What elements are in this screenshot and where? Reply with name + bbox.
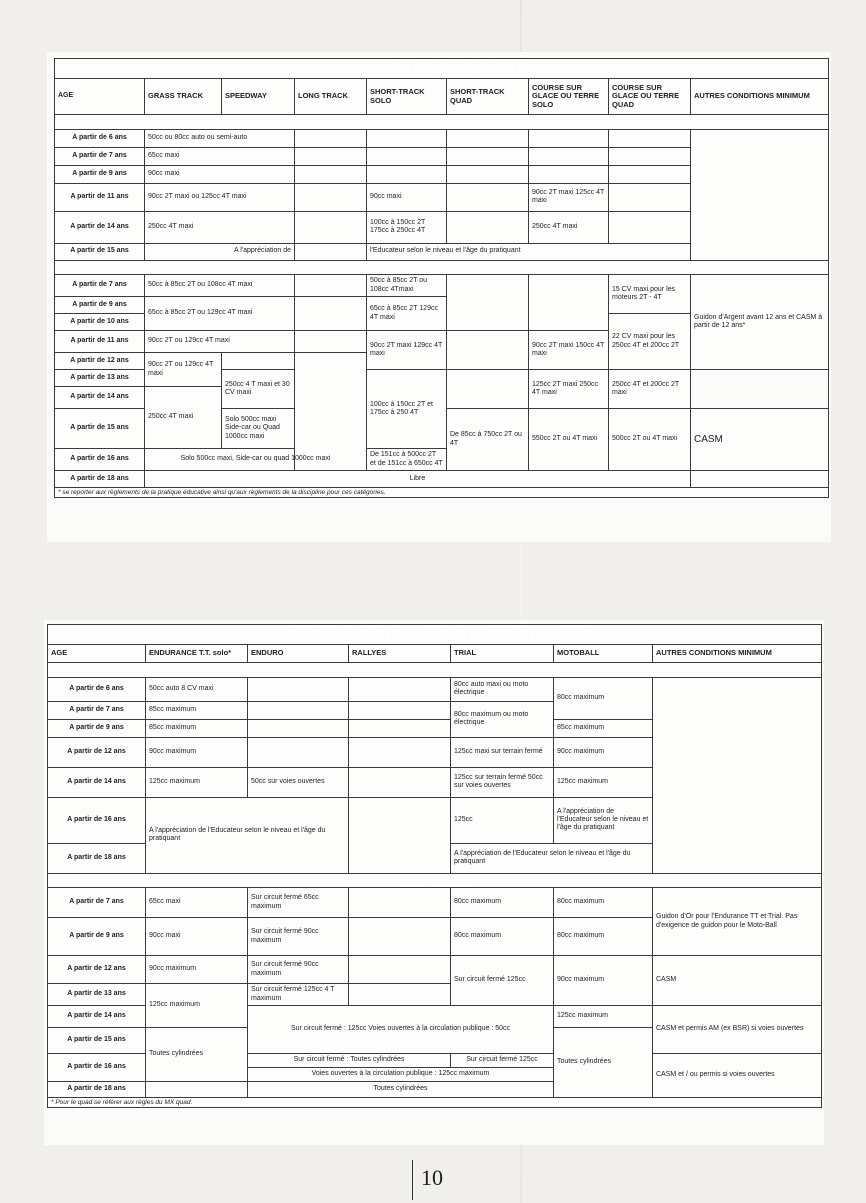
footnote: * Pour le quad se référer aux règles du MX quad. (48, 1098, 822, 1108)
col-glace-solo: COURSE SUR GLACE OU TERRE SOLO (529, 79, 609, 115)
age-label: A partir de 7 ans (55, 275, 145, 297)
shaded-cell (447, 370, 529, 409)
table-cell: Sur circuit fermé : 125cc Voies ouvertes à la circulation publique : 50cc (248, 1006, 554, 1054)
shaded-cell (609, 211, 691, 243)
table-cell: 125cc maxi sur terrain fermé (451, 737, 554, 767)
age-label: A partir de 9 ans (55, 165, 145, 183)
table-cell: 65cc à 85cc 2T 129cc 4T maxi (367, 297, 447, 331)
table-cell: Sur circuit fermé 125cc (451, 1054, 554, 1068)
age-label: A partir de 16 ans (48, 797, 146, 843)
table-cell: 80cc maximum (451, 888, 554, 918)
shaded-cell (447, 211, 529, 243)
col-speedway: SPEEDWAY (222, 79, 295, 115)
shaded-cell (222, 353, 295, 370)
age-label: A partir de 14 ans (48, 767, 146, 797)
age-label: A partir de 18 ans (55, 471, 145, 488)
section-competition: Compétition (48, 873, 822, 888)
age-label: A partir de 16 ans (55, 449, 145, 471)
table-cell: CASM (691, 409, 829, 471)
table-cell: 80cc auto maxi ou moto électrique (451, 677, 554, 701)
table-cell: 80cc maximum (554, 918, 653, 956)
age-label: A partir de 12 ans (48, 956, 146, 984)
table-cell: 90cc 2T maxi ou 125cc 4T maxi (145, 183, 295, 211)
table-cell: Sur circuit fermé 90cc maximum (248, 956, 349, 984)
table-cell: 90cc maximum (554, 737, 653, 767)
table-cell: 50cc à 85cc 2T ou 108cc 4T maxi (145, 275, 295, 297)
table-cell: Toutes cylindrées (146, 1028, 248, 1082)
age-label: A partir de 14 ans (55, 387, 145, 409)
table-cell: Libre (145, 471, 691, 488)
table-cell: 80cc maximum (554, 677, 653, 719)
table-cell: 125cc maximum (146, 984, 248, 1028)
table-2-title: AUTRES DISCIPLINES OU SPECIALITES (48, 625, 822, 645)
table-cell: Toutes cylindrées (248, 1082, 554, 1098)
shaded-cell (367, 147, 447, 165)
table-cell: 90cc 2T maxi 125cc 4T maxi (529, 183, 609, 211)
shaded-cell (653, 677, 822, 873)
table-cell: 250cc 4 T maxi et 30 CV maxi (222, 370, 295, 409)
table-cell: 22 CV maxi pour les 250cc 4T et 200cc 2T (609, 314, 691, 370)
table-cell: 125cc (451, 797, 554, 843)
shaded-cell (349, 797, 451, 873)
table-cell: 90cc maximum (554, 956, 653, 1006)
shaded-cell (529, 129, 609, 147)
age-label: A partir de 14 ans (48, 1006, 146, 1028)
table-cell: 80cc maximum (554, 888, 653, 918)
col-trial: TRIAL (451, 645, 554, 663)
table-cell (691, 471, 829, 488)
table-cell: 125cc maximum (554, 1006, 653, 1028)
col-long-track: LONG TRACK (295, 79, 367, 115)
col-short-track-solo: SHORT-TRACK SOLO (367, 79, 447, 115)
shaded-cell (295, 297, 367, 331)
shaded-cell (248, 719, 349, 737)
age-label: A partir de 14 ans (55, 211, 145, 243)
table-cell: 65cc à 85cc 2T ou 129cc 4T maxi (145, 297, 295, 331)
shaded-cell (609, 183, 691, 211)
col-endurance: ENDURANCE T.T. solo* (146, 645, 248, 663)
table-cell: 125cc maximum (554, 767, 653, 797)
col-enduro: ENDURO (248, 645, 349, 663)
table-cell: A l'appréciation de l'Educateur selon le niveau et l'âge du pratiquant (554, 797, 653, 843)
shaded-cell (295, 331, 367, 353)
shaded-cell (349, 719, 451, 737)
table-cell: A l'appréciation de (145, 243, 295, 260)
age-label: A partir de 6 ans (55, 129, 145, 147)
shaded-cell (349, 888, 451, 918)
col-age: AGE (48, 645, 146, 663)
table-cell: 50cc sur voies ouvertes (248, 767, 349, 797)
shaded-cell (367, 129, 447, 147)
table-cell: 85cc maximum (146, 701, 248, 719)
table-cell: l'Educateur selon le niveau et l'âge du pratiquant (367, 243, 691, 260)
table-cell: 250cc 4T maxi (145, 387, 222, 449)
table-cell: 90cc maxi (145, 165, 295, 183)
age-label: A partir de 9 ans (48, 719, 146, 737)
age-label: A partir de 9 ans (48, 918, 146, 956)
table-cell: 250cc 4T et 200cc 2T maxi (609, 370, 691, 409)
footnote: * se reporter aux règlements de la pratique éducative ainsi qu'aux règlements de la discipline pour ces catégories. (55, 488, 829, 498)
shaded-cell (349, 701, 451, 719)
shaded-cell (609, 165, 691, 183)
table-cell: Voies ouvertes à la circulation publique : 125cc maximum (248, 1068, 554, 1082)
table-cell: 85cc maximum (554, 719, 653, 737)
shaded-cell (248, 701, 349, 719)
section-competition: Compétition (55, 260, 829, 275)
table-cell: 125cc sur terrain fermé 50cc sur voies ouvertes (451, 767, 554, 797)
shaded-cell (447, 183, 529, 211)
table-cell: CASM et permis AM (ex BSR) si voies ouvertes (653, 1006, 822, 1054)
table-cell (146, 1082, 248, 1098)
table-cell: 500cc 2T ou 4T maxi (609, 409, 691, 471)
table-cell: De 151cc à 500cc 2T et de 151cc à 650cc 4T (367, 449, 447, 471)
col-grass-track: GRASS TRACK (145, 79, 222, 115)
table-cell: 90cc maximum (146, 956, 248, 984)
age-label: A partir de 18 ans (48, 1082, 146, 1098)
table-cell: 90cc maxi (367, 183, 447, 211)
age-label: A partir de 15 ans (55, 243, 145, 260)
shaded-cell (295, 147, 367, 165)
age-label: A partir de 13 ans (55, 370, 145, 387)
shaded-cell (447, 331, 529, 370)
shaded-cell (367, 165, 447, 183)
section-educatif: Educatif (55, 115, 829, 130)
age-label: A partir de 6 ans (48, 677, 146, 701)
col-autres-conditions: AUTRES CONDITIONS MINIMUM (653, 645, 822, 663)
table-cell: 90cc 2T maxi 129cc 4T maxi (367, 331, 447, 370)
table-cell: Toutes cylindrées (554, 1028, 653, 1098)
col-rallyes: RALLYES (349, 645, 451, 663)
table-cell: 90cc 2T maxi 150cc 4T maxi (529, 331, 609, 370)
courses-sur-piste-table (54, 58, 829, 498)
age-label: A partir de 10 ans (55, 314, 145, 331)
table-cell: 65cc maxi (146, 888, 248, 918)
shaded-cell (295, 211, 367, 243)
age-label: A partir de 9 ans (55, 297, 145, 314)
table-cell: A l'appréciation de l'Educateur selon le niveau et l'âge du pratiquant (146, 797, 349, 873)
shaded-cell (349, 956, 451, 984)
table-cell: Guidon d'Or pour l'Endurance TT et Trial. Pas d'exigence de guidon pour le Moto-Ball (653, 888, 822, 956)
col-short-track-quad: SHORT-TRACK QUAD (447, 79, 529, 115)
table-cell: 100cc à 150cc 2T et 175cc à 250 4T (367, 370, 447, 449)
table-cell: 50cc ou 80cc auto ou semi-auto (145, 129, 295, 147)
age-label: A partir de 16 ans (48, 1054, 146, 1082)
table-cell: Sur circuit fermé 125cc (451, 956, 554, 1006)
shaded-cell (691, 129, 829, 260)
shaded-cell (447, 129, 529, 147)
col-motoball: MOTOBALL (554, 645, 653, 663)
table-cell: Solo 500cc maxi Side-car ou Quad 1000cc maxi (222, 409, 295, 449)
shaded-cell (349, 984, 451, 1006)
shaded-cell (295, 183, 367, 211)
shaded-cell (295, 275, 367, 297)
table-cell: 65cc maxi (145, 147, 295, 165)
age-label: A partir de 12 ans (48, 737, 146, 767)
age-label: A partir de 7 ans (48, 888, 146, 918)
table-cell: Solo 500cc maxi, Side-car ou quad 1000cc maxi (145, 449, 367, 471)
shaded-cell (447, 275, 529, 331)
shaded-cell (295, 243, 367, 260)
table-cell: 80cc maximum (451, 918, 554, 956)
age-label: A partir de 13 ans (48, 984, 146, 1006)
shaded-cell (529, 147, 609, 165)
table-cell: CASM et / ou permis si voies ouvertes (653, 1054, 822, 1098)
table-cell: 80cc maximum ou moto électrique (451, 701, 554, 737)
shaded-cell (248, 677, 349, 701)
table-cell: 125cc 2T maxi 250cc 4T maxi (529, 370, 609, 409)
shaded-cell (447, 165, 529, 183)
col-glace-quad: COURSE SUR GLACE OU TERRE QUAD (609, 79, 691, 115)
table-cell: Sur circuit fermé : Toutes cylindrées (248, 1054, 451, 1068)
table-cell: Sur circuit fermé 125cc 4 T maximum (248, 984, 349, 1006)
section-educatif: Educatif (48, 663, 822, 678)
table-cell: 90cc 2T ou 129cc 4T maxi (145, 353, 222, 387)
age-label: A partir de 11 ans (55, 183, 145, 211)
shaded-cell (609, 129, 691, 147)
age-label: A partir de 7 ans (55, 147, 145, 165)
table-1-title: COURSES SUR PISTE (55, 59, 829, 79)
shaded-cell (609, 147, 691, 165)
shaded-cell (349, 737, 451, 767)
age-label: A partir de 15 ans (55, 409, 145, 449)
age-label: A partir de 11 ans (55, 331, 145, 353)
table-cell: A l'appréciation de l'Educateur selon le niveau et l'âge du pratiquant (451, 843, 653, 873)
shaded-cell (529, 165, 609, 183)
table-cell: 90cc maximum (146, 737, 248, 767)
table-cell: 90cc 2T ou 129cc 4T maxi (145, 331, 295, 353)
age-label: A partir de 12 ans (55, 353, 145, 370)
table-cell: 250cc 4T maxi (529, 211, 609, 243)
shaded-cell (295, 165, 367, 183)
table-cell: 90cc maxi (146, 918, 248, 956)
table-cell: 15 CV maxi pour les moteurs 2T - 4T (609, 275, 691, 314)
table-cell: De 85cc à 750cc 2T ou 4T (447, 409, 529, 471)
table-cell: Sur circuit fermé 90cc maximum (248, 918, 349, 956)
shaded-cell (447, 147, 529, 165)
table-cell: 550cc 2T ou 4T maxi (529, 409, 609, 471)
table-cell: 85cc maximum (146, 719, 248, 737)
shaded-cell (349, 677, 451, 701)
col-autres-conditions: AUTRES CONDITIONS MINIMUM (691, 79, 829, 115)
col-age: AGE (55, 79, 145, 115)
age-label: A partir de 18 ans (48, 843, 146, 873)
table-cell: 50cc auto 8 CV maxi (146, 677, 248, 701)
table-cell: CASM (653, 956, 822, 1006)
table-cell: Sur circuit fermé 65cc maximum (248, 888, 349, 918)
page-number: 10 (412, 1160, 443, 1200)
age-label: A partir de 7 ans (48, 701, 146, 719)
table-cell (248, 737, 349, 767)
table-cell: Guidon d'Argent avant 12 ans et CASM à partir de 12 ans* (691, 275, 829, 370)
table-cell: 250cc 4T maxi (145, 211, 295, 243)
shaded-cell (295, 129, 367, 147)
autres-disciplines-table (47, 624, 822, 1108)
age-label: A partir de 15 ans (48, 1028, 146, 1054)
shaded-cell (349, 767, 451, 797)
table-cell: 125cc maximum (146, 767, 248, 797)
shaded-cell (529, 275, 609, 331)
table-cell: 100cc à 150cc 2T 175cc à 250cc 4T (367, 211, 447, 243)
table-cell: 50cc à 85cc 2T ou 108cc 4Tmaxi (367, 275, 447, 297)
shaded-cell (349, 918, 451, 956)
